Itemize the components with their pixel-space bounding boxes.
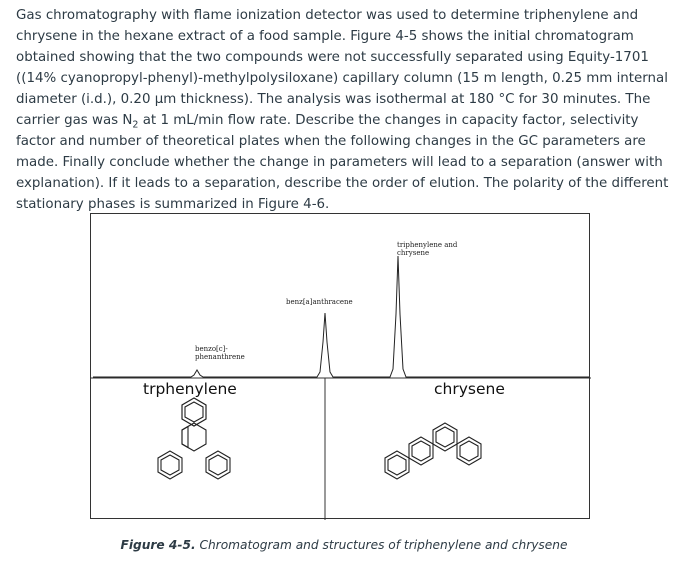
figure-caption-text: Chromatogram and structures of triphenylene and chrysene	[195, 538, 568, 552]
peak-label-line: triphenylene and	[397, 241, 458, 249]
figure-4-5	[90, 213, 590, 519]
figure-number: Figure 4-5.	[120, 538, 196, 552]
peak-label-triphenylene-chrysene	[397, 241, 457, 257]
peak-label-line: phenanthrene	[195, 353, 245, 361]
question-text-part-2: at 1 mL/min flow rate. Describe the changes in capacity factor, selectivity factor and number of theoretical plates when the following changes in the GC parameters are made. Finally conclude whether the change in parameters will lead to a separation (answer with explanation). If it leads to a separation, describe the order of elution. The polarity of the different stationary phases is summarized in Figure 4-6.	[16, 113, 669, 212]
chrysene-label: chrysene	[434, 380, 505, 398]
chrysene-structure	[385, 423, 481, 479]
chromatogram-trace	[93, 256, 589, 377]
peak-label-benz-a-anthracene	[286, 298, 353, 306]
peak-label-line: benz[a]anthracene	[286, 298, 353, 306]
nitrogen-subscript: 2	[132, 119, 139, 131]
question-text	[16, 5, 676, 215]
question-text-part-1: Gas chromatography with flame ionization detector was used to determine triphenylene and chrysene in the hexane extract of a food sample. Figure 4-5 shows the initial chromatogram obtained showing that the two compounds were not successfully separated using Equity-1701 ((14% cyanopropyl-phenyl)-methylpolysiloxane) capillary column (15 m length, 0.25 mm internal diameter (i.d.), 0.20 µm thickness). The analysis was isothermal at 180 °C for 30 minutes. The carrier gas was N	[16, 8, 668, 128]
triphenylene-structure	[158, 398, 230, 479]
triphenylene-label: trphenylene	[143, 380, 237, 398]
figure-drawing	[91, 214, 591, 520]
figure-caption	[0, 538, 688, 552]
peak-label-benzo-c-phenanthrene	[195, 345, 245, 361]
peak-label-line: benzo[c]-	[195, 345, 228, 353]
peak-label-line: chrysene	[397, 249, 430, 257]
